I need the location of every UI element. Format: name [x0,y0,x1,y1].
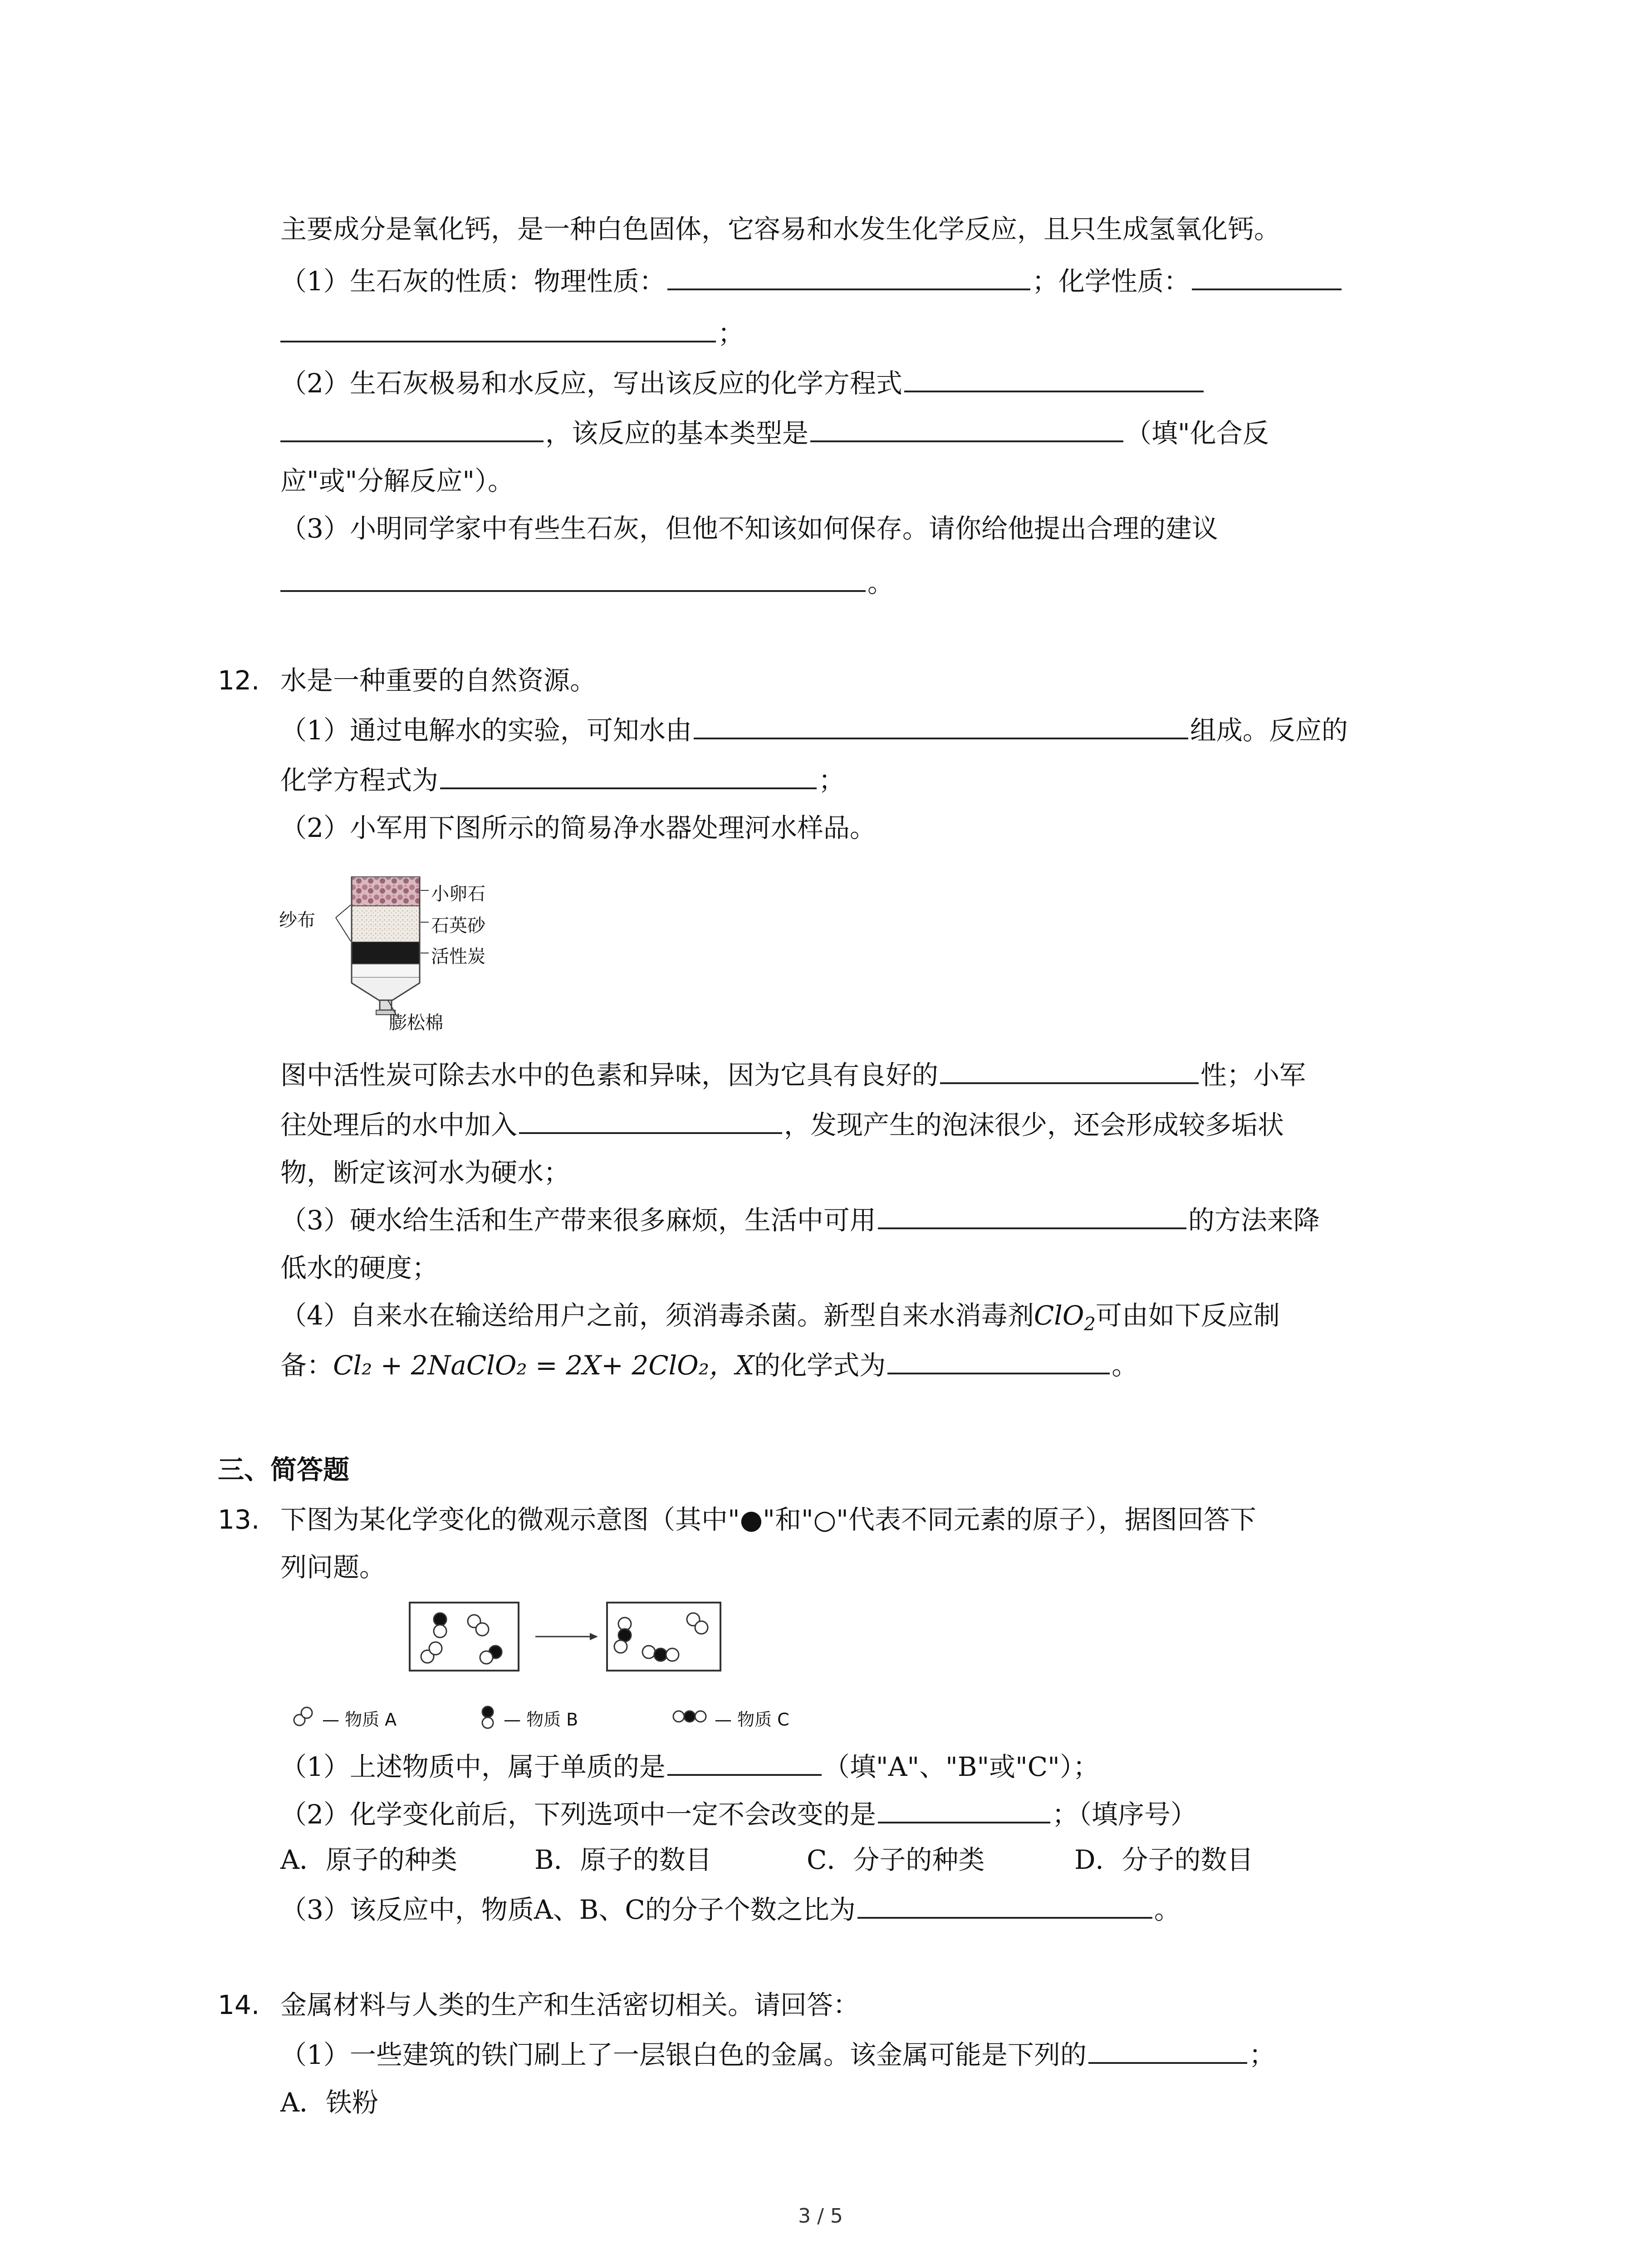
q11-advice-blank[interactable] [280,569,866,592]
q14-metal-blank[interactable] [1088,2041,1247,2064]
reaction-legend [286,1696,830,1742]
q12-part1-text: （1）通过电解水的实验，可知水由 [280,715,692,746]
q13-options [280,1844,1254,1876]
q12-x-formula-blank[interactable] [887,1352,1110,1374]
legend-b: — 物质 B [504,1710,578,1730]
q12-part2: （2）小军用下图所示的简易净水器处理河水样品。 [280,812,876,843]
reaction-svg [408,1601,753,1683]
carbon-layer [352,942,420,964]
q12-part3 [280,1204,1320,1236]
q13-part3-text: （3）该反应中，物质A、B、C的分子个数之比为 [280,1894,856,1925]
q11-part3: （3）小明同学家中有些生石灰，但他不知该如何保存。请你给他提出合理的建议 [280,513,1218,544]
q11-equation-blank-2[interactable] [280,420,544,442]
q12-part1-text-b: 组成。反应的 [1190,715,1348,746]
q13-part2-text-b: ；（填序号） [1052,1799,1197,1830]
q11-part1-cont [280,318,744,349]
q13-stem-text: 下图为某化学变化的微观示意图（其中"●"和"○"代表不同元素的原子），据图回答下 [280,1504,1256,1535]
q14-part1 [280,2039,1275,2071]
q14-stem-text: 金属材料与人类的生产和生活密切相关。请回答： [280,1989,860,2020]
q12-part4 [280,1300,1280,1340]
q13-part3 [280,1894,1181,1926]
reaction-diagram [408,1601,753,1683]
cotton-label: 膨松棉 [389,1012,443,1033]
q11-part2-text-c: （填"化合反 [1125,418,1269,449]
q12-part4-text-c: 备： [280,1350,333,1381]
q13-option-b[interactable]: B．原子的数目 [534,1844,712,1875]
q14-part1-text: （1）一些建筑的铁门刷上了一层银白色的金属。该金属可能是下列的 [280,2039,1087,2070]
q12-equation: Cl₂ + 2NaClO₂ = 2X+ 2ClO₂， [333,1350,735,1381]
q12-part4-text-b: 可由如下反应制 [1095,1300,1280,1331]
carbon-label: 活性炭 [431,946,485,967]
q11-chemical-blank[interactable] [1192,268,1342,290]
q12-part1-cont [280,764,845,796]
q12-part4-text-d: 的化学式为 [754,1350,886,1381]
water-filter-diagram [279,864,533,1032]
q12-part1 [280,714,1348,746]
water-filter-figure [279,864,533,1032]
quartz-layer [352,906,420,942]
reaction-arrow [590,1633,598,1640]
q11-part3-end: 。 [867,567,894,598]
q13-element-blank[interactable] [667,1753,822,1776]
q11-part2-text: （2）生石灰极易和水反应，写出该反应的化学方程式 [280,368,902,399]
q12-number: 12. [218,665,260,696]
q12-part3-text-b: 的方法来降 [1188,1205,1320,1236]
q13-stem-cont: 列问题。 [280,1552,386,1583]
q14-part1-end: ； [1249,2039,1275,2070]
q13-part1 [280,1751,1099,1783]
q11-part3-cont [280,567,894,599]
q14-option-a[interactable]: A．铁粉 [280,2087,378,2118]
q13-unchanged-blank[interactable] [878,1801,1050,1823]
q12-equation-blank[interactable] [440,767,817,789]
q12-reagent-blank[interactable] [519,1111,782,1134]
q12-part2e-text: ，发现产生的泡沫很少，还会形成较多垢状 [784,1110,1284,1140]
q11-intro: 主要成分是氧化钙，是一种白色固体，它容易和水发生化学反应，且只生成氢氧化钙。 [280,214,1281,244]
q12-x-symbol: X [735,1350,754,1381]
q12-clo2-formula: ClO [1034,1300,1084,1331]
q12-stem [218,665,596,696]
q12-part1-end: ； [818,765,845,796]
q12-clo2-subscript: 2 [1084,1314,1096,1335]
q13-number: 13. [218,1504,260,1535]
q12-part2d [280,1109,1284,1141]
q13-option-c[interactable]: C．分子的种类 [807,1844,985,1875]
q13-option-d[interactable]: D．分子的数目 [1074,1844,1254,1875]
q12-softening-blank[interactable] [878,1207,1186,1229]
legend-a: — 物质 A [322,1710,397,1730]
quartz-label: 石英砂 [431,915,485,936]
q11-chemical-blank-2[interactable] [280,320,716,342]
q12-stem-text: 水是一种重要的自然资源。 [280,665,597,696]
q14-stem [218,1989,859,2021]
filter-funnel [352,978,420,1000]
q11-type-blank[interactable] [810,420,1123,442]
q11-part2-cont [280,417,1269,449]
q12-part3-text: （3）硬水给生活和生产带来很多麻烦，生活中可用 [280,1205,876,1236]
gauze-label: 纱布 [279,910,315,931]
q12-part2d-text: 往处理后的水中加入 [280,1110,518,1140]
q13-ratio-blank[interactable] [857,1896,1152,1919]
q11-part1-text: （1）生石灰的性质：物理性质： [280,266,666,297]
q14-number: 14. [218,1989,260,2020]
q11-part2-end: 应"或"分解反应"）。 [280,465,514,496]
q13-part3-end: 。 [1154,1894,1181,1925]
q11-part1 [280,265,1343,297]
cotton-layer [352,964,420,978]
page-number: 3 / 5 [798,2204,843,2228]
q11-equation-blank[interactable] [904,370,1204,392]
q12-part4-cont [280,1349,1138,1381]
q13-part2 [280,1799,1197,1830]
q13-option-a[interactable]: A．原子的种类 [280,1844,457,1875]
q11-part2-text-b: ，该反应的基本类型是 [545,418,809,449]
q11-part2 [280,367,1205,399]
q12-part3-end: 低水的硬度； [280,1252,439,1283]
q11-part1-text-b: ；化学性质： [1032,266,1190,297]
q12-composition-blank[interactable] [694,717,1188,739]
q13-part1-text: （1）上述物质中，属于单质的是 [280,1751,666,1782]
section-3-heading: 三、简答题 [218,1454,350,1485]
q12-adsorption-blank[interactable] [940,1061,1199,1084]
legend-c: — 物质 C [715,1710,789,1730]
q12-part2b [280,1059,1306,1091]
q13-part1-text-b: （填"A"、"B"或"C"）； [823,1751,1099,1782]
pebble-label: 小卵石 [431,884,485,904]
q11-physical-blank[interactable] [667,268,1030,290]
q13-stem [218,1504,1256,1535]
q13-part2-text: （2）化学变化前后，下列选项中一定不会改变的是 [280,1799,876,1830]
q12-part4-text: （4）自来水在输送给用户之前，须消毒杀菌。新型自来水消毒剂 [280,1300,1034,1331]
q11-part1-end: ； [718,318,745,349]
q12-part2b-text: 图中活性炭可除去水中的色素和异味，因为它具有良好的 [280,1060,939,1090]
pebble-layer [352,877,420,906]
q12-part1-text-c: 化学方程式为 [280,765,439,796]
q12-part2c-text: 性；小军 [1200,1060,1306,1090]
q12-part4-end: 。 [1112,1350,1138,1381]
q12-part2f: 物，断定该河水为硬水； [280,1157,570,1188]
